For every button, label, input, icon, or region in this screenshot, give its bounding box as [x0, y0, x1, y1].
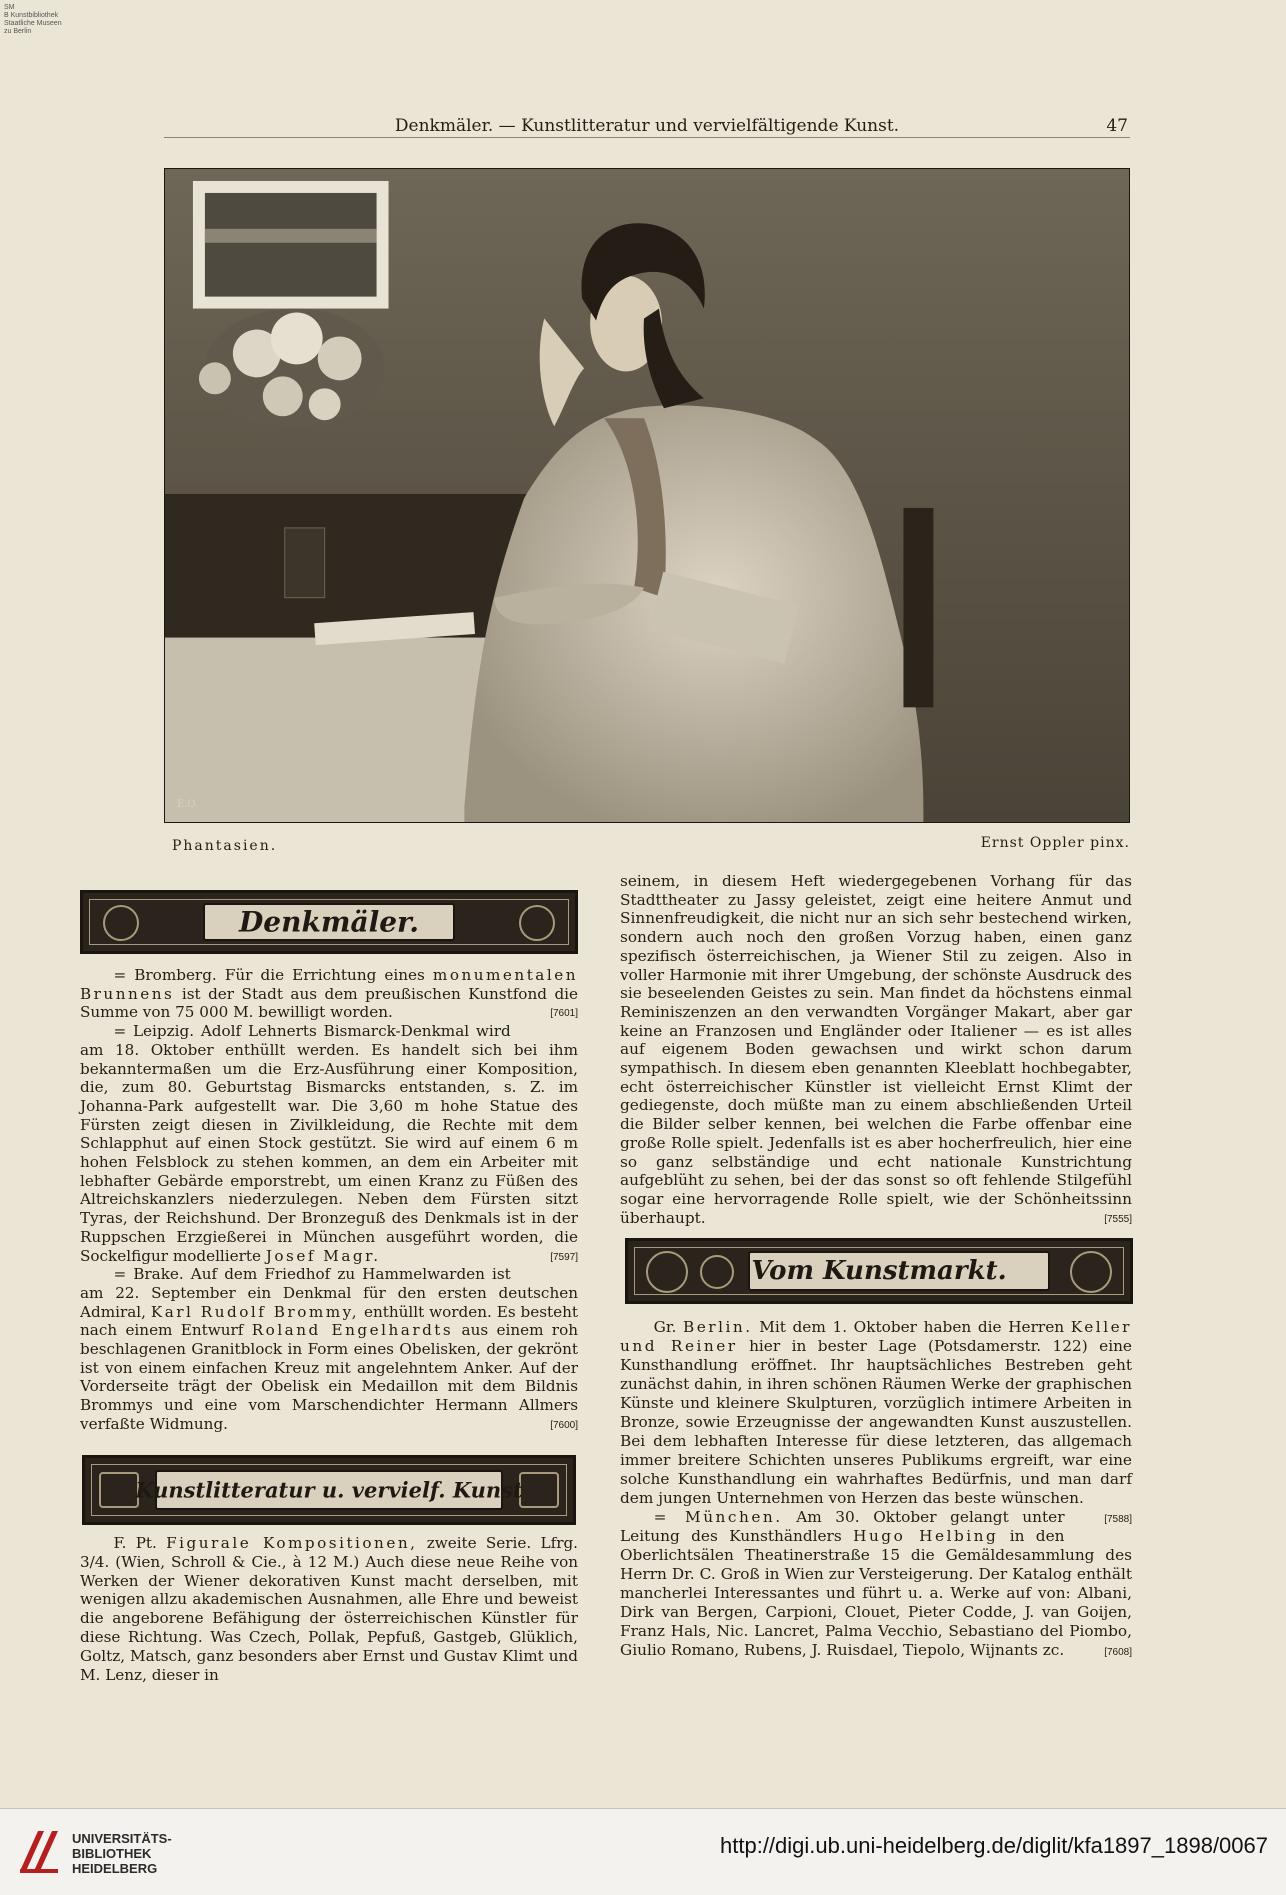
- article-dateline: = Bromberg.: [113, 966, 217, 984]
- section-banner-kunstlitteratur: [82, 1455, 576, 1525]
- article-text: seinem, in diesem Heft wiedergegebenen Vorhang für das Stadttheater zu Jassy geleistet, zeigt eine heitere Anmut und Sinnenfreudigkeit, die nicht nur an sich sehr bestechend wirken, sondern auch noch den großen Vorzug haben, einen ganz spezifisch österreichischen, ja Wiener Stil zu zeigen. Also in voller Harmonie mit ihrer Umgebung, der schönste Ausdruck des sie beseelenden Geistes zu sein. Man findet da höchstens einmal Reminiszenzen an den verwandten Vorgänger Makart, aber gar keine an Franzosen und Engländer oder Italiener — es ist alles auf eigenem Boden gewachsen und wirkt schon darum sympathisch. In diesem eben genannten Kleeblatt hochbegabter, echt österreichischer Künstler ist vielleicht Ernst Klimt der gediegenste, doch müßte man zu einem abschließenden Urteil die Bilder selber kennen, bei welchen die Farbe offenbar eine große Rolle spielt. Jedenfalls ist es aber hocherfreulich, hier eine so ganz selbständige und echt nationale Kunstrichtung aufgeblüht zu sehen, bei der das sonst so oft fehlende Stilgefühl sogar eine hervorragende Rolle spielt, wie der Schönheitssinn überhaupt.: [620, 872, 1132, 1227]
- library-stamp: [4, 4, 62, 36]
- article-text: zweite Serie. Lfrg. 3/4. (Wien, Schroll & Cie., à 12 M.) Auch diese neue Reihe von Werken der Wiener dekorativen Kunst macht derselben, mit wenigen allzu akademischen Ausnahmen, alle Ehre und beweist die angeborene Befähigung der österreichischen Künstler für diese Richtung. Was Czech, Pollak, Pepfuß, Gastgeb, Glüklich, Goltz, Matsch, ganz besonders aber Ernst und Gustav Klimt und M. Lenz, dieser in: [80, 1534, 579, 1684]
- article-dateline: = Brake.: [113, 1265, 184, 1284]
- article-muenchen: [620, 1508, 1132, 1660]
- emphasized-text: Josef Magr.: [265, 1246, 381, 1265]
- university-library-name: [72, 1831, 172, 1876]
- article-text: Am 30. Oktober gelangt unter Leitung des Kunsthändlers: [620, 1508, 1065, 1545]
- stamp-line: Staatliche Museen: [4, 20, 62, 27]
- emphasized-text: Keller und Reiner: [620, 1318, 1132, 1355]
- article-reference: [7608]: [1104, 1647, 1132, 1658]
- org-name-line: HEIDELBERG: [72, 1861, 158, 1876]
- section-banner-kunstmarkt: [625, 1238, 1133, 1304]
- article-text: Für die Errichtung eines: [224, 966, 425, 984]
- running-title: Denkmäler. — Kunstlitteratur und vervielfältigende Kunst.: [394, 116, 900, 136]
- running-header: [164, 116, 1130, 138]
- article-reference: [7601]: [550, 1008, 578, 1020]
- painting-monogram: E.O.: [176, 799, 199, 811]
- article-author: Gr.: [653, 1318, 677, 1336]
- page-number: 47: [1106, 116, 1128, 136]
- article-dateline: = München.: [653, 1508, 783, 1526]
- section-title-denkmaeler: Denkmäler.: [238, 905, 419, 939]
- emphasized-text: Roland Engelhardts: [251, 1321, 454, 1340]
- org-name-line: UNIVERSITÄTS-: [72, 1831, 172, 1846]
- university-logo-icon: [14, 1825, 64, 1877]
- article-brake: [80, 1265, 578, 1433]
- stamp-line: zu Berlin: [4, 28, 32, 35]
- section-title-kunstlitteratur: Kunstlitteratur u. vervielf. Kunst: [135, 1477, 523, 1503]
- left-column-kunstlitteratur: [80, 1534, 578, 1684]
- article-reference: [7600]: [550, 1419, 578, 1431]
- emphasized-text: Figurale Kompositionen,: [166, 1534, 418, 1552]
- article-bromberg: [80, 966, 578, 1022]
- article-dateline: = Leipzig.: [113, 1022, 195, 1041]
- painting-plate: [164, 168, 1130, 823]
- plate-caption-artist: Ernst Oppler pinx.: [980, 835, 1130, 851]
- article-text: hier in bester Lage (Potsdamerstr. 122) eine Kunsthandlung eröffnet. Ihr hauptsächliches Bestreben geht zunächst dahin, in ihren schönen Räumen Werke der graphischen Künste und kleinere Skulpturen, vorzüglich intimere Arbeiten in Bronze, sowie Erzeugnisse der angewandten Kunst auszustellen. Bei dem lebhaften Interesse für diese letzteren, das allgemach immer breitere Schichten unseres Publikums ergreift, war eine solche Kunsthandlung ein wahrhaftes Bedürfnis, und man darf dem jungen Unternehmen von Herzen das beste wünschen.: [620, 1337, 1133, 1507]
- article-reference: [7588]: [1104, 1514, 1132, 1525]
- right-column-kunstmarkt: [620, 1318, 1132, 1662]
- section-banner-denkmaeler: [80, 890, 578, 954]
- section-title-kunstmarkt: Vom Kunstmarkt.: [751, 1256, 1007, 1286]
- viewer-footer: [0, 1808, 1286, 1895]
- article-text: enthüllt worden. Es besteht nach einem Entwurf: [80, 1302, 579, 1340]
- permalink-url[interactable]: http://digi.ub.uni-heidelberg.de/diglit/kfa1897_1898/0067: [720, 1833, 1268, 1858]
- stamp-line: SM: [4, 4, 15, 11]
- article-text: in den Oberlichtsälen Theatinerstraße 15 die Gemäldesammlung des Herrn Dr. C. Groß in Wien zur Versteigerung. Der Katalog enthält mancherlei Interessantes und führt u. a. Werke auf von: Albani, Dirk van Bergen, Carpioni, Clouet, Pieter Codde, J. van Goijen, Franz Hals, Nic. Lancret, Palma Vecchio, Sebastiano del Piombo, Giulio Romano, Rubens, J. Ruisdael, Tiepolo, Wijnants zc.: [620, 1527, 1132, 1659]
- stamp-line: B Kunstbibliothek: [4, 12, 59, 19]
- article-dateline: Berlin.: [682, 1318, 753, 1336]
- article-reference: [7555]: [1104, 1213, 1132, 1225]
- article-author: F. Pt.: [113, 1534, 157, 1552]
- emphasized-text: monumentalen Brunnens: [80, 966, 578, 1003]
- emphasized-text: Hugo Helbing: [853, 1527, 999, 1545]
- org-name-line: BIBLIOTHEK: [72, 1846, 152, 1861]
- article-text: Mit dem 1. Oktober haben die Herren: [759, 1318, 1065, 1336]
- article-text: aus einem roh beschlagenen Granitblock in Form eines Obelisken, der gekrönt ist von einem einfachen Kreuz mit angelehntem Anker. Auf der Vorderseite trägt der Obelisk ein Medaillon mit dem Bildnis Brommys und eine vom Marschendichter Hermann Allmers verfaßte Widmung.: [80, 1321, 578, 1433]
- article-continuation: [620, 872, 1132, 1227]
- emphasized-text: Karl Rudolf Brommy,: [150, 1302, 360, 1321]
- article-figurale-kompositionen: [80, 1534, 578, 1684]
- painting-illustration: [165, 169, 1129, 822]
- right-column-continuation: [620, 872, 1132, 1229]
- article-reference: [7597]: [550, 1251, 578, 1263]
- article-leipzig: [80, 1022, 578, 1265]
- plate-caption-title: Phantasien.: [172, 838, 278, 854]
- article-text: Adolf Lehnerts Bismarck-Denkmal wird am 18. Oktober enthüllt werden. Es handelt sich bei ihm bekanntermaßen um die Erz-Ausführung einer Komposition, die, zum 80. Geburtstag Bismarcks entstanden, s. Z. im Johanna-Park aufgestellt war. Die 3,60 m hohe Statue des Fürsten zeigt diesen in Zivilkleidung, die Rechte mit dem Schlapphut auf einen Stock gestützt. Sie wird auf einem 6 m hohen Felsblock zu stehen kommen, an dem ein Arbeiter mit lebhafter Gebärde emporstrebt, um einen Kranz zu Füßen des Altreichskanzlers niederzulegen. Neben dem Fürsten sitzt Tyras, der Reichshund. Der Bronzeguß des Denkmals ist in der Ruppschen Erzgießerei in München ausgeführt worden, die Sockelfigur modellierte: [80, 1022, 578, 1265]
- article-text: Auf dem Friedhof zu Hammelwarden ist am 22. September ein Denkmal für den ersten deutschen Admiral,: [80, 1265, 578, 1321]
- left-column-denkmaeler: [80, 966, 578, 1436]
- article-text: ist der Stadt aus dem preußischen Kunstfond die Summe von 75 000 M. bewilligt worden.: [80, 984, 579, 1022]
